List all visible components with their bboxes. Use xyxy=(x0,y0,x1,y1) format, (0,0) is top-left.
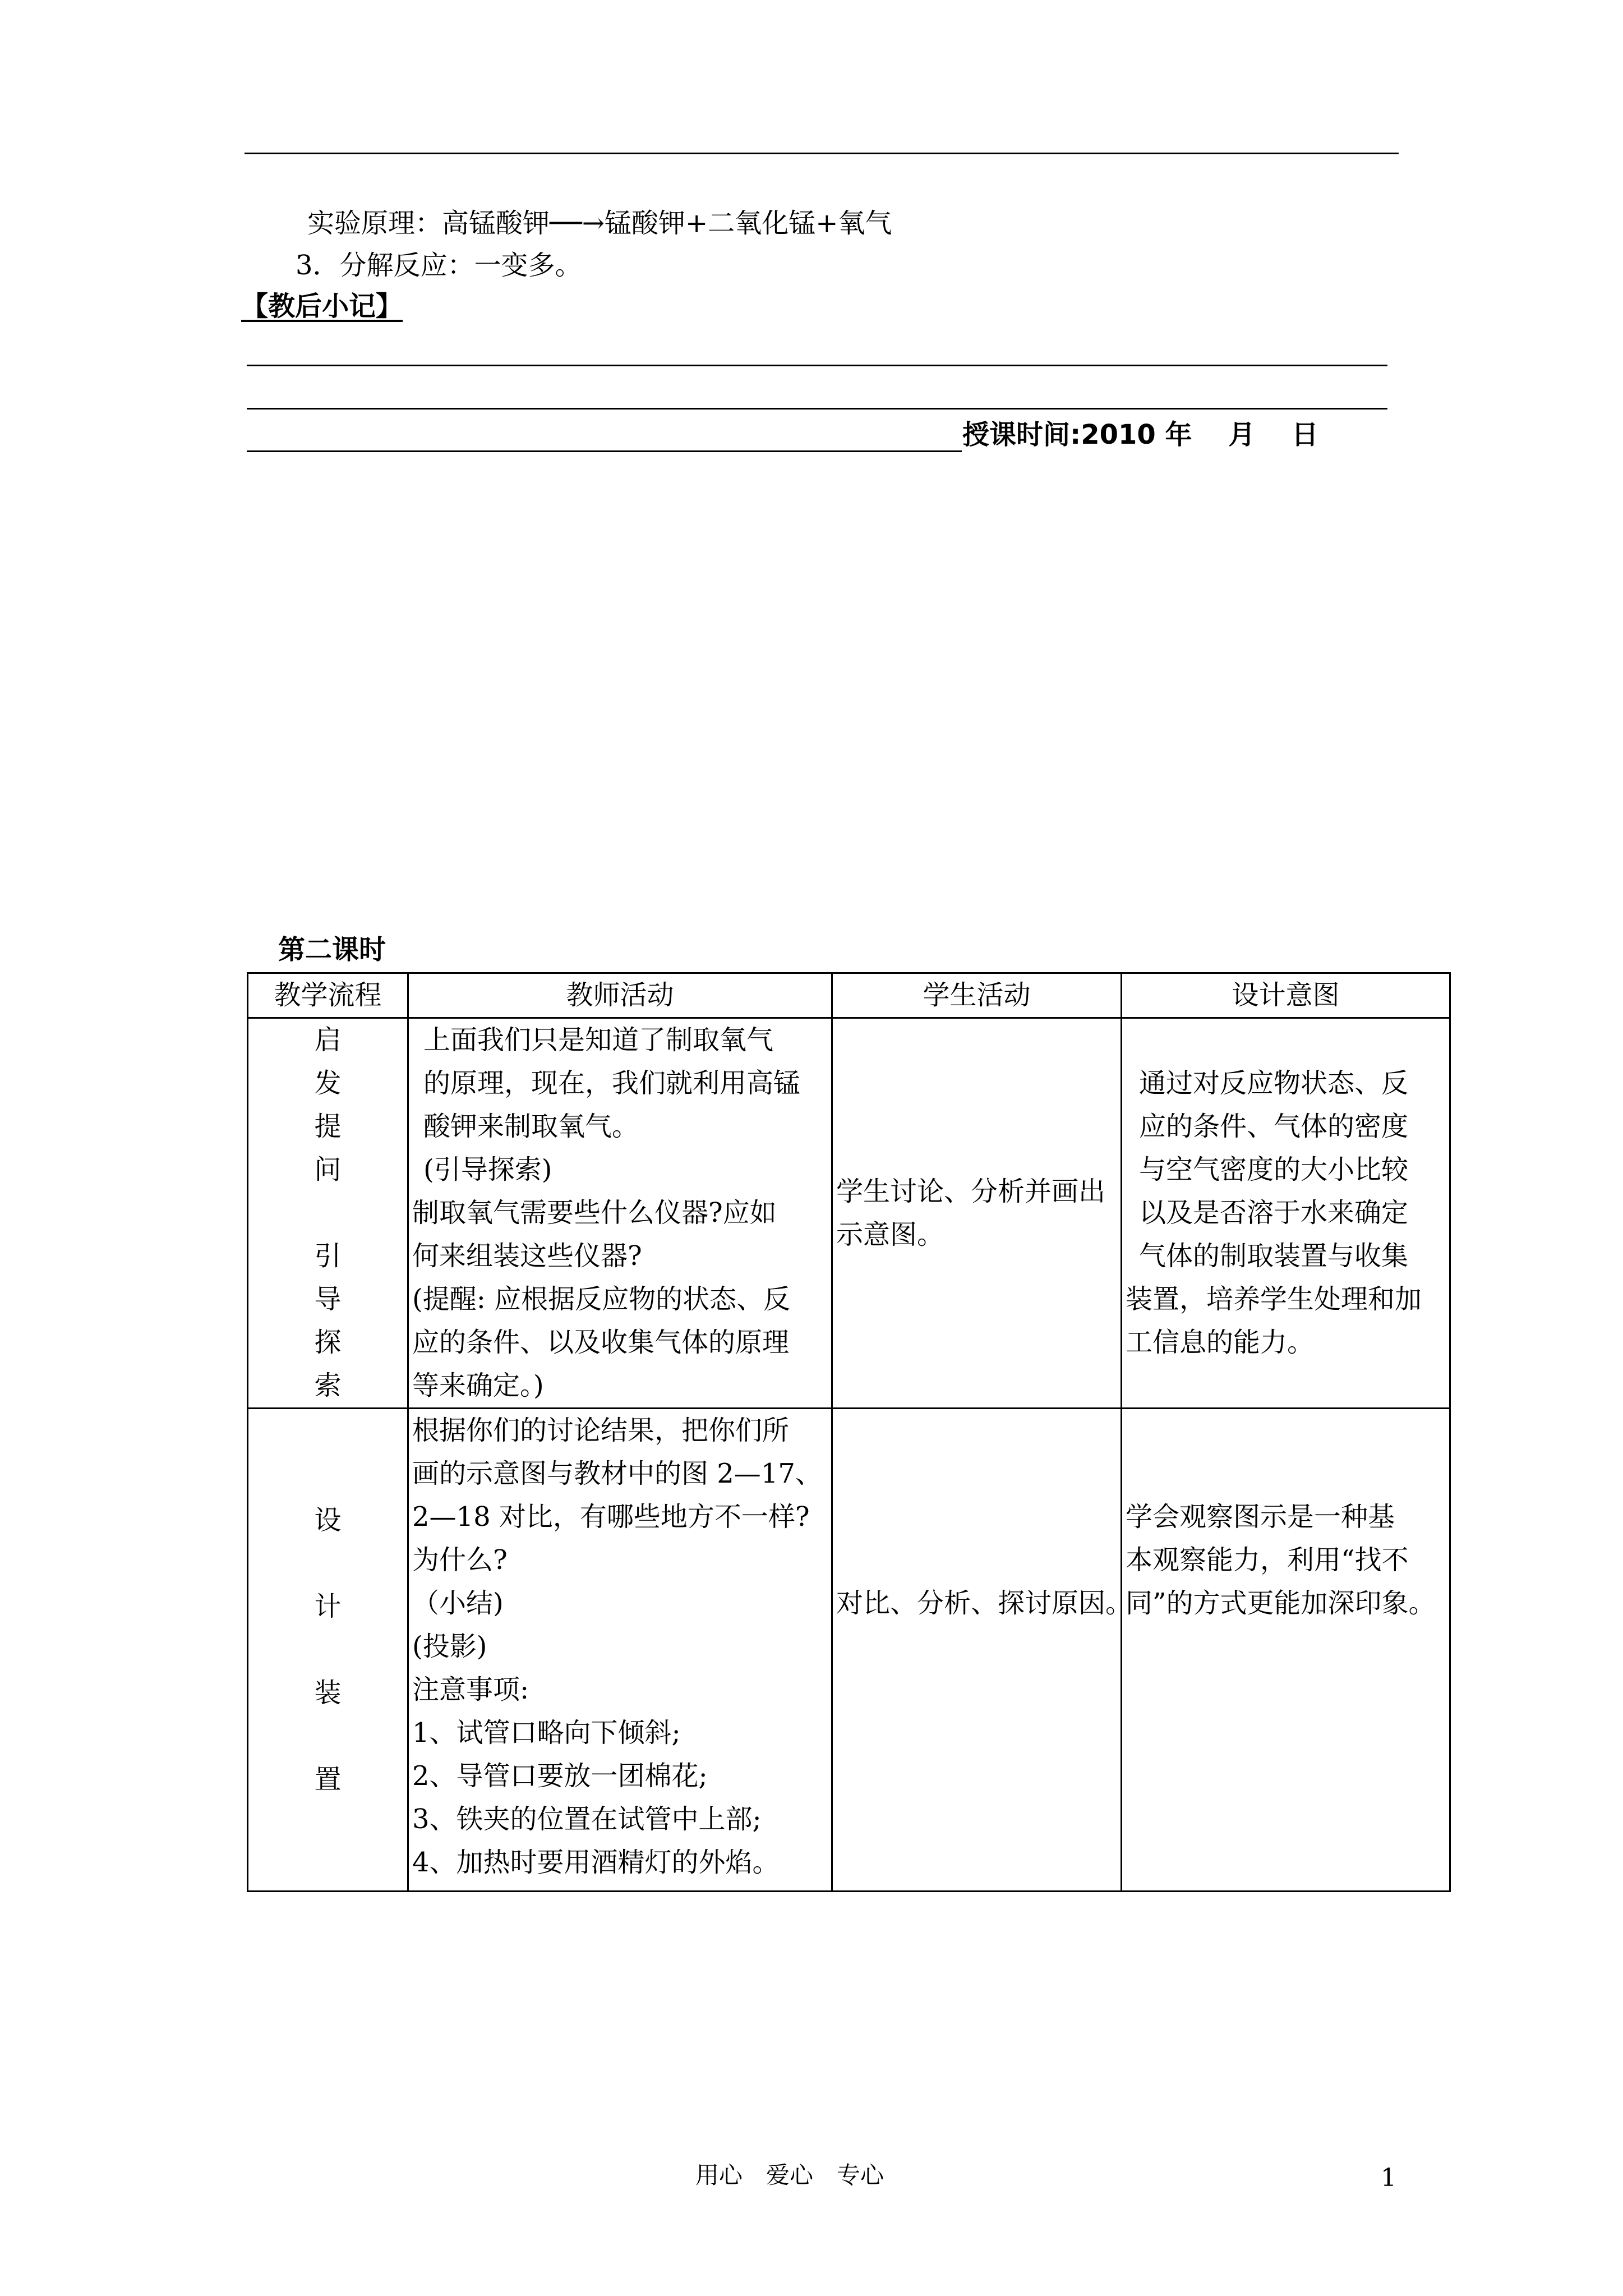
notes-rule-2 xyxy=(247,408,1387,409)
stage-label: 启 发 提 问 引 导 探 索 xyxy=(314,1024,342,1401)
header-student: 学生活动 xyxy=(832,973,1122,1018)
notes-rule-3 xyxy=(247,450,962,452)
lesson-plan-table xyxy=(247,972,1451,1892)
principle-line: 实验原理：高锰酸钾──→锰酸钾+二氧化锰+氧气 xyxy=(307,208,892,239)
decomposition-line: 3．分解反应：一变多。 xyxy=(296,250,582,281)
stage-label: 设 计 装 置 xyxy=(314,1504,342,1795)
student-activity-cell: 学生讨论、分析并画出 示意图。 xyxy=(832,1018,1122,1409)
table-row xyxy=(248,1409,1450,1892)
table-row xyxy=(248,1018,1450,1409)
notes-heading: 【教后小记】 xyxy=(241,291,403,322)
table-header-row xyxy=(248,973,1450,1018)
design-intent-cell: 通过对反应物状态、反 应的条件、气体的密度 与空气密度的大小比较 以及是否溶于水来确定 气体的制取装置与收集 装置，培养学生处理和加 工信息的能力。 xyxy=(1122,1018,1450,1409)
header-design: 设计意图 xyxy=(1122,973,1450,1018)
lesson-time: 授课时间:2010 年 月 日 xyxy=(962,419,1318,450)
stage-cell xyxy=(248,1409,408,1892)
notes-rule-1 xyxy=(247,365,1387,366)
design-intent-cell: 学会观察图示是一种基 本观察能力，利用“找不 同”的方式更能加深印象。 xyxy=(1122,1409,1450,1892)
header-flow: 教学流程 xyxy=(248,973,408,1018)
teacher-activity-cell: 上面我们只是知道了制取氧气 的原理，现在，我们就利用高锰 酸钾来制取氧气。 (引导探索) 制取氧气需要些什么仪器?应如 何来组装这些仪器? (提醒: 应根据反应物的状态、反 应的条件、以及收集气体的原理 等来确定。) xyxy=(408,1018,832,1409)
header-teacher: 教师活动 xyxy=(408,973,832,1018)
stage-cell xyxy=(248,1018,408,1409)
student-activity-cell: 对比、分析、探讨原因。 xyxy=(832,1409,1122,1892)
section-title: 第二课时 xyxy=(278,934,386,965)
teacher-activity-cell: 根据你们的讨论结果，把你们所 画的示意图与教材中的图 2—17、 2—18 对比，有哪些地方不一样? 为什么? （小结) (投影) 注意事项: 1、试管口略向下倾斜; 2、导管口要放一团棉花; 3、铁夹的位置在试管中上部; 4、加热时要用酒精灯的外焰。 xyxy=(408,1409,832,1892)
page-number: 1 xyxy=(1381,2164,1396,2192)
footer-motto: 用心 爱心 专心 xyxy=(695,2161,884,2189)
header-rule xyxy=(245,153,1399,154)
